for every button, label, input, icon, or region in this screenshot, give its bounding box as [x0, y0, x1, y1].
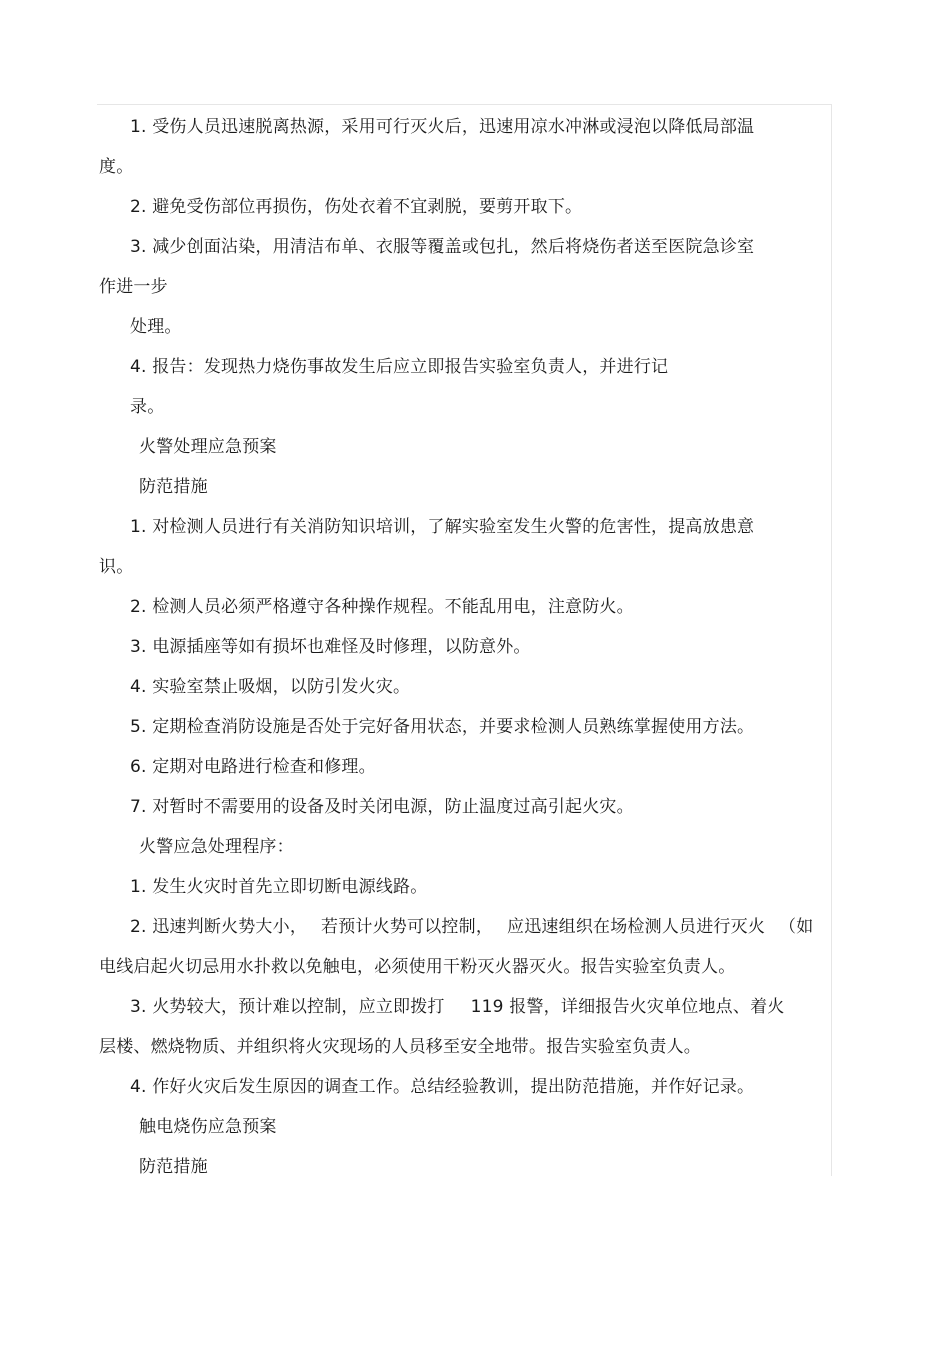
prevention-item-7: 7. 对暂时不需要用的设备及时关闭电源，防止温度过高引起火灾。 — [130, 797, 634, 817]
procedure-item-3-cont: 层楼、燃烧物质、并组织将火灾现场的人员移至安全地带。报告实验室负责人。 — [99, 1037, 701, 1057]
prevention-item-4: 4. 实验室禁止吸烟，以防引发火灾。 — [130, 677, 411, 697]
procedure-item-2-part-2: 若预计火势可以控制， — [321, 917, 494, 937]
procedure-item-2-cont: 电线启起火切忌用水扑救以免触电，必须使用干粉灭火器灭火。报告实验室负责人。 — [99, 957, 736, 977]
burn-step-2: 2. 避免受伤部位再损伤，伤处衣着不宜剥脱，要剪开取下。 — [130, 197, 583, 217]
procedure-item-4: 4. 作好火灾后发生原因的调查工作。总结经验教训，提出防范措施，并作好记录。 — [130, 1077, 755, 1097]
prevention-item-1-cont: 识。 — [99, 557, 134, 577]
procedure-item-3 — [130, 996, 784, 1018]
procedure-item-1: 1. 发生火灾时首先立即切断电源线路。 — [130, 877, 428, 897]
burn-step-4: 4. 报告：发现热力烧伤事故发生后应立即报告实验室负责人，并进行记 — [130, 357, 669, 377]
procedure-item-3-part-2: 119 报警，详细报告火灾单位地点、着火 — [470, 997, 785, 1017]
burn-step-3: 3. 减少创面沾染，用清洁布单、衣服等覆盖或包扎，然后将烧伤者送至医院急诊室 — [130, 237, 755, 257]
procedure-item-3-part-1: 3. 火势较大，预计难以控制，应立即拨打 — [130, 997, 445, 1017]
section-heading-fire: 火警处理应急预案 — [139, 437, 277, 457]
burn-step-1-cont: 度。 — [99, 157, 134, 177]
section-heading-electric-burn: 触电烧伤应急预案 — [139, 1117, 277, 1137]
burn-step-3-cont: 作进一步 — [99, 277, 168, 297]
procedure-item-2-part-4: （如 — [779, 917, 814, 937]
burn-step-3-cont2: 处理。 — [130, 317, 182, 337]
subheading-prevention-2: 防范措施 — [139, 1157, 208, 1177]
prevention-item-5: 5. 定期检查消防设施是否处于完好备用状态，并要求检测人员熟练掌握使用方法。 — [130, 717, 755, 737]
subheading-fire-procedure: 火警应急处理程序： — [139, 837, 294, 857]
subheading-prevention: 防范措施 — [139, 477, 208, 497]
prevention-item-3: 3. 电源插座等如有损坏也难怪及时修理，以防意外。 — [130, 637, 531, 657]
burn-step-4-cont: 录。 — [130, 397, 165, 417]
procedure-item-2 — [130, 916, 813, 938]
prevention-item-2: 2. 检测人员必须严格遵守各种操作规程。不能乱用电，注意防火。 — [130, 597, 634, 617]
burn-step-1: 1. 受伤人员迅速脱离热源，采用可行灭火后，迅速用凉水冲淋或浸泡以降低局部温 — [130, 117, 755, 137]
prevention-item-1: 1. 对检测人员进行有关消防知识培训，了解实验室发生火警的危害性，提高放患意 — [130, 517, 755, 537]
prevention-item-6: 6. 定期对电路进行检查和修理。 — [130, 757, 376, 777]
procedure-item-2-part-1: 2. 迅速判断火势大小， — [130, 917, 308, 937]
procedure-item-2-part-3: 应迅速组织在场检测人员进行灭火 — [507, 917, 766, 937]
